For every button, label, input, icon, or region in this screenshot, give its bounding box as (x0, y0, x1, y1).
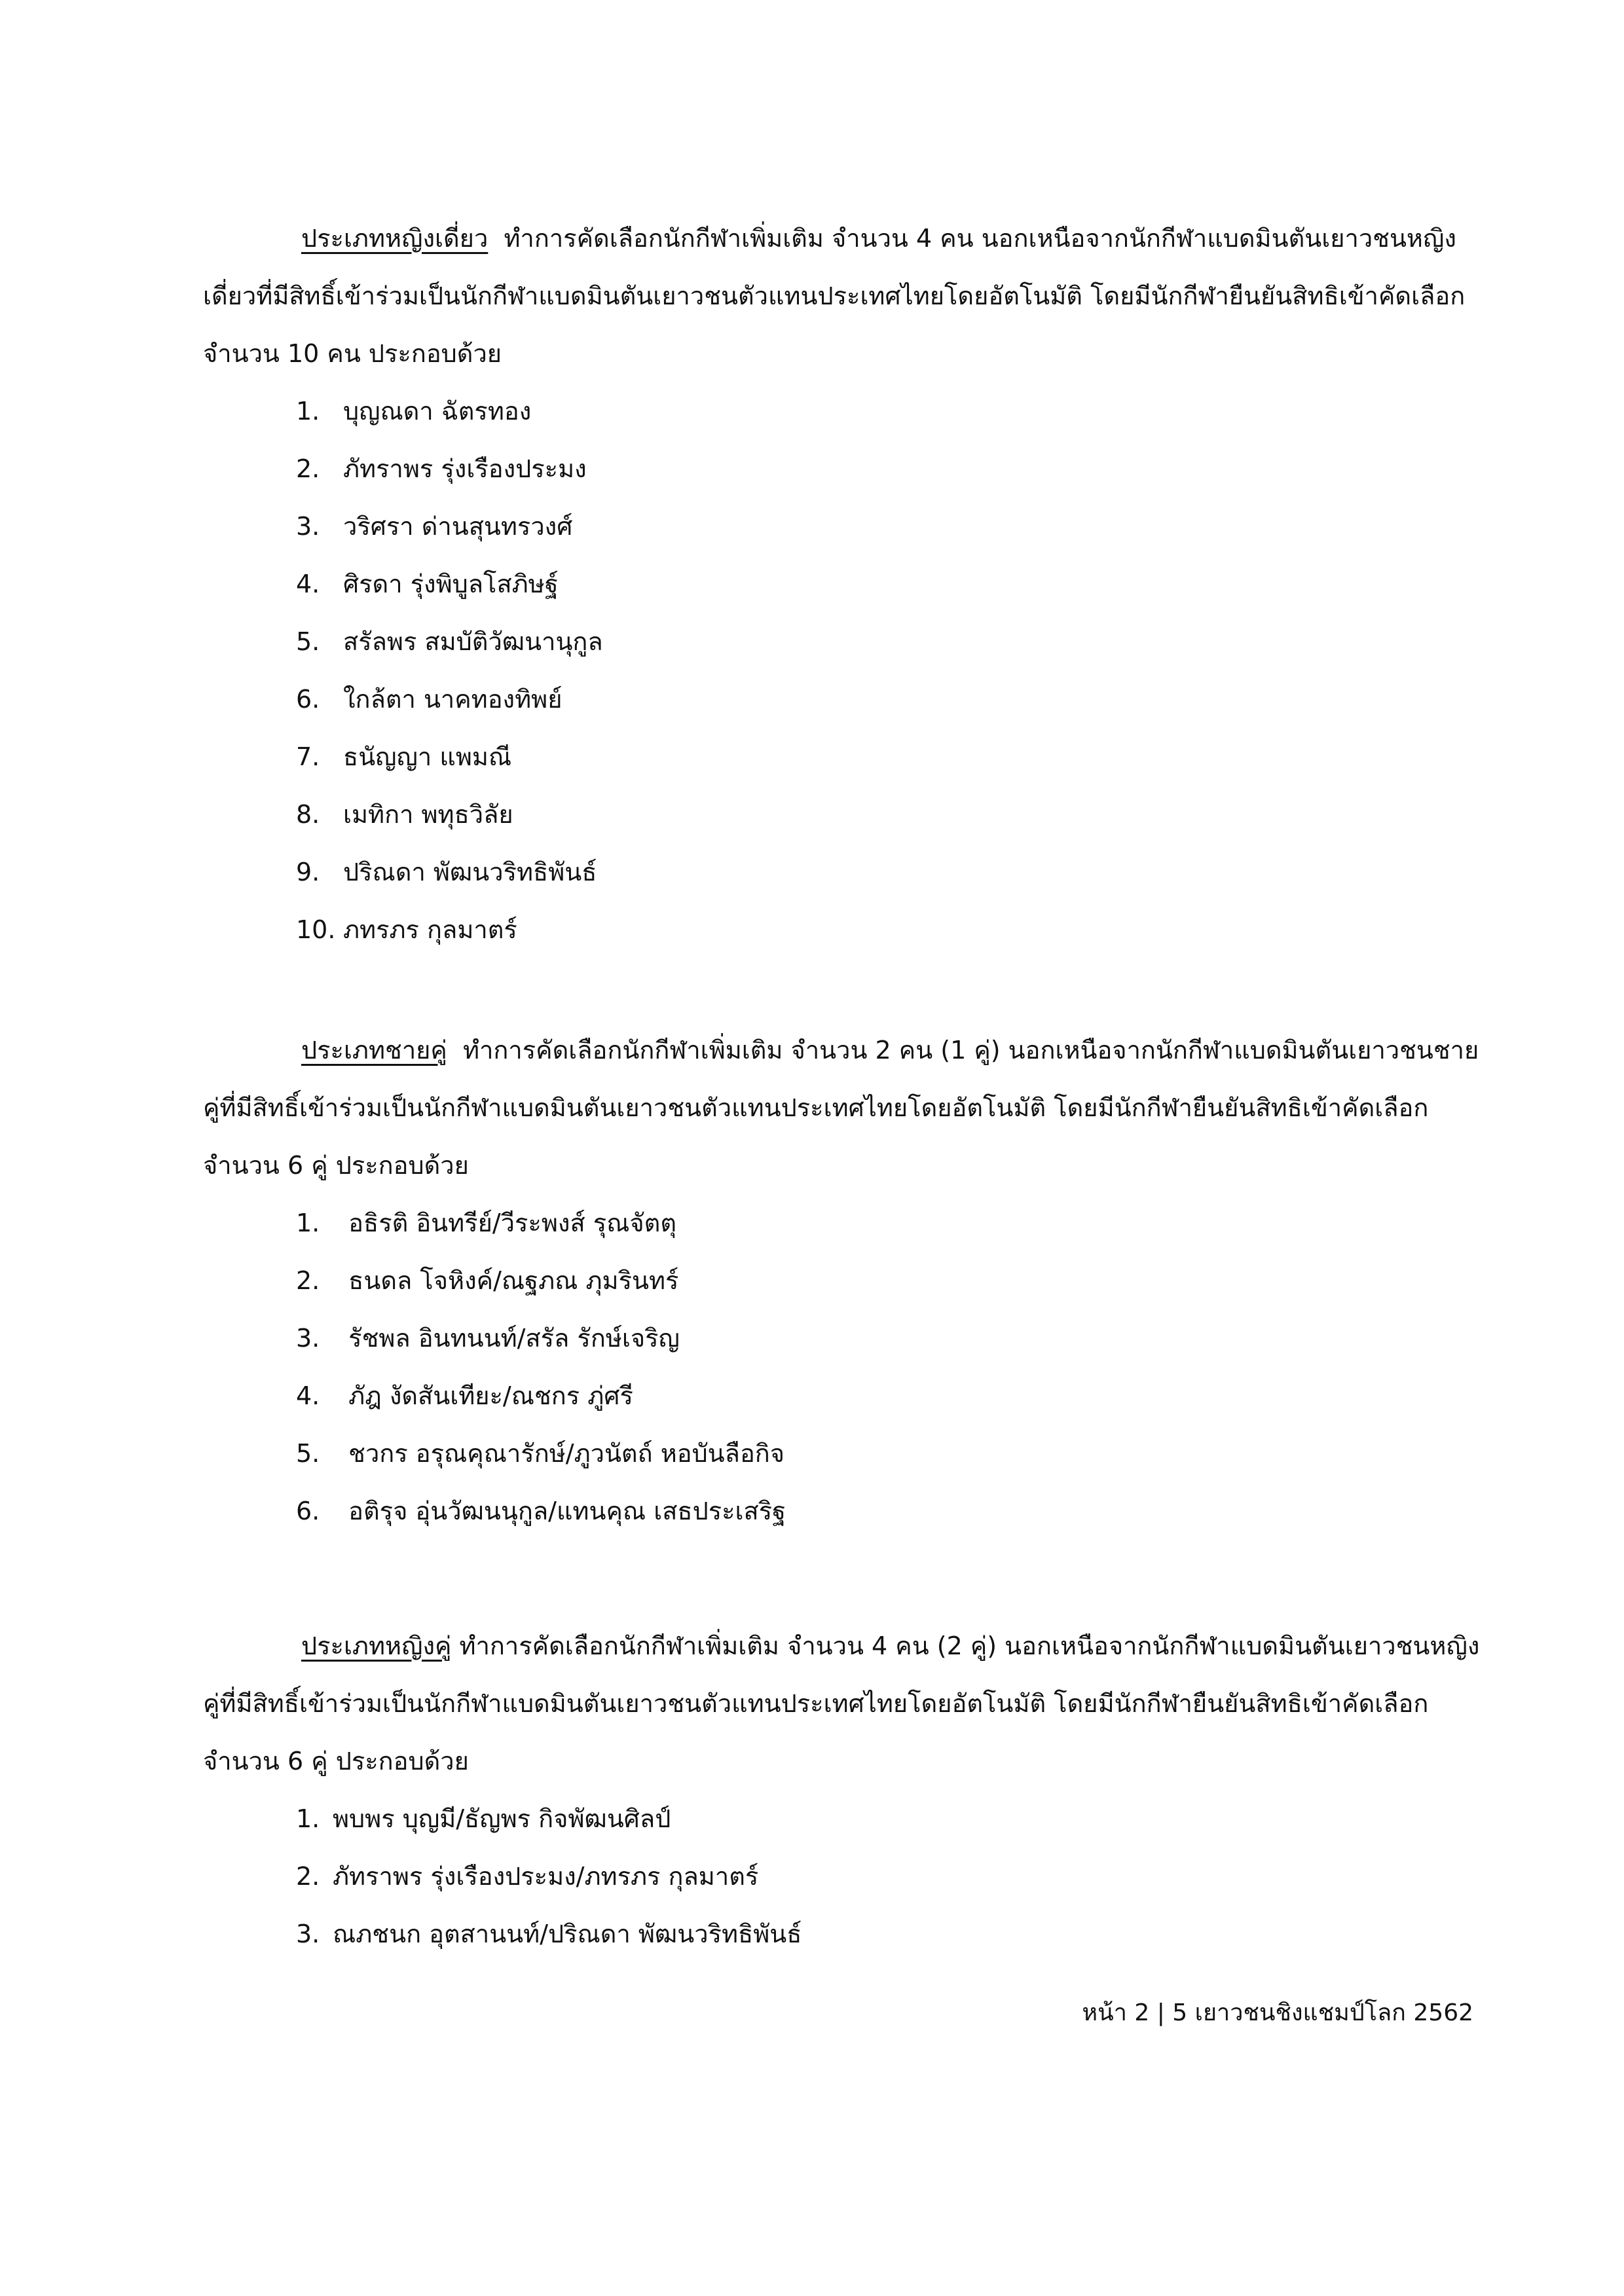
section-title: ประเภทชายคู่ (301, 1036, 447, 1065)
player-name: ภทรภร กุลมาตร์ (343, 915, 517, 944)
section-title: ประเภทหญิงคู่ (301, 1631, 452, 1660)
list-number: 4. (296, 1381, 320, 1410)
pair-names: ชวกร อรุณคุณารักษ์/ภูวนัตถ์ หอบันลือกิจ (348, 1439, 785, 1468)
player-name: ภัทราพร รุ่งเรืองประมง (343, 454, 587, 483)
list-number: 5. (296, 1439, 320, 1468)
list-item (296, 1790, 1480, 1848)
pair-names: รัชพล อินทนนท์/สรัล รักษ์เจริญ (348, 1324, 680, 1353)
player-name: ศิรดา รุ่งพิบูลโสภิษฐ์ (343, 570, 559, 598)
section-title: ประเภทหญิงเดี่ยว (301, 224, 489, 253)
list-number: 10. (296, 915, 336, 944)
pair-list (203, 1194, 1480, 1540)
section-body: ทำการคัดเลือกนักกีฬาเพิ่มเติม จำนวน 4 คน (2 คู่) นอกเหนือจากนักกีฬาแบดมินตันเยาวชนหญิงคู่ที่มีสิทธิ์เข้าร่วมเป็นนักกีฬาแบดมินตันเยาวชนตัวแทนประเทศไทยโดยอัตโนมัติ โดยมีนักกีฬายืนยันสิทธิเข้าคัดเลือกจำนวน 6 คู่ ประกอบด้วย (203, 1631, 1480, 1776)
list-number: 4. (296, 570, 320, 598)
list-item (296, 1848, 1480, 1905)
list-number: 3. (296, 1324, 320, 1353)
list-item (296, 555, 1480, 613)
list-number: 1. (296, 1804, 320, 1833)
list-number: 3. (296, 512, 320, 541)
list-item (296, 670, 1480, 728)
list-number: 2. (296, 454, 320, 483)
page-footer: หน้า 2 | 5 เยาวชนชิงแชมป์โลก 2562 (1082, 1999, 1473, 2026)
list-item (296, 786, 1480, 843)
list-number: 7. (296, 742, 320, 771)
list-number: 1. (296, 397, 320, 426)
list-item (296, 1194, 1480, 1252)
player-list (203, 382, 1480, 958)
section-body: ทำการคัดเลือกนักกีฬาเพิ่มเติม จำนวน 4 คน นอกเหนือจากนักกีฬาแบดมินตันเยาวชนหญิงเดี่ยวที่มีสิทธิ์เข้าร่วมเป็นนักกีฬาแบดมินตันเยาวชนตัวแทนประเทศไทยโดยอัตโนมัติ โดยมีนักกีฬายืนยันสิทธิเข้าคัดเลือกจำนวน 10 คน ประกอบด้วย (203, 224, 1466, 368)
list-item (296, 440, 1480, 498)
list-item (296, 901, 1480, 958)
list-number: 6. (296, 685, 320, 714)
section-paragraph (203, 210, 1480, 382)
list-item (296, 613, 1480, 670)
pair-names: อธิรติ อินทรีย์/วีระพงส์ รุณจัตตุ (348, 1209, 676, 1237)
list-number: 8. (296, 800, 320, 829)
list-item (296, 1425, 1480, 1482)
list-number: 9. (296, 858, 320, 886)
list-item (296, 728, 1480, 786)
list-number: 1. (296, 1209, 320, 1237)
section-paragraph (203, 1021, 1480, 1194)
section-body: ทำการคัดเลือกนักกีฬาเพิ่มเติม จำนวน 2 คน (1 คู่) นอกเหนือจากนักกีฬาแบดมินตันเยาวชนชายคู่ที่มีสิทธิ์เข้าร่วมเป็นนักกีฬาแบดมินตันเยาวชนตัวแทนประเทศไทยโดยอัตโนมัติ โดยมีนักกีฬายืนยันสิทธิเข้าคัดเลือกจำนวน 6 คู่ ประกอบด้วย (203, 1036, 1479, 1180)
pair-names: ภัฎ งัดสันเทียะ/ณชกร ภู่ศรี (348, 1381, 633, 1410)
player-name: ปริณดา พัฒนวริทธิพันธ์ (343, 858, 597, 886)
list-number: 2. (296, 1862, 320, 1891)
pair-names: พบพร บุญมี/ธัญพร กิจพัฒนศิลป์ (333, 1804, 671, 1833)
list-item (296, 1367, 1480, 1425)
pair-names: ธนดล โจหิงค์/ณฐภณ ภุมรินทร์ (348, 1266, 679, 1295)
list-number: 2. (296, 1266, 320, 1295)
section-womens-doubles (203, 1617, 1480, 1963)
list-item (296, 1252, 1480, 1309)
player-name: วริศรา ด่านสุนทรวงศ์ (343, 512, 573, 541)
list-number: 5. (296, 627, 320, 656)
pair-names: อติรุจ อุ่นวัฒนนุกูล/แทนคุณ เสธประเสริฐ (348, 1497, 786, 1525)
pair-names: ภัทราพร รุ่งเรืองประมง/ภทรภร กุลมาตร์ (333, 1862, 759, 1891)
player-name: ใกล้ตา นาคทองทิพย์ (343, 685, 563, 714)
list-number: 6. (296, 1497, 320, 1525)
pair-list (203, 1790, 1480, 1963)
player-name: เมทิกา พทุธวิลัย (343, 800, 513, 829)
list-item (296, 382, 1480, 440)
section-mens-doubles (203, 1021, 1480, 1540)
player-name: ธนัญญา แพมณี (343, 742, 512, 771)
section-womens-singles (203, 210, 1480, 958)
pair-names: ณภชนก อุตสานนท์/ปริณดา พัฒนวริทธิพันธ์ (333, 1920, 802, 1948)
list-number: 3. (296, 1920, 320, 1948)
player-name: สรัลพร สมบัติวัฒนานุกูล (343, 627, 603, 656)
section-paragraph (203, 1617, 1480, 1790)
list-item (296, 1905, 1480, 1963)
list-item (296, 843, 1480, 901)
player-name: บุญณดา ฉัตรทอง (343, 397, 532, 426)
list-item (296, 1482, 1480, 1540)
list-item (296, 1309, 1480, 1367)
list-item (296, 498, 1480, 555)
